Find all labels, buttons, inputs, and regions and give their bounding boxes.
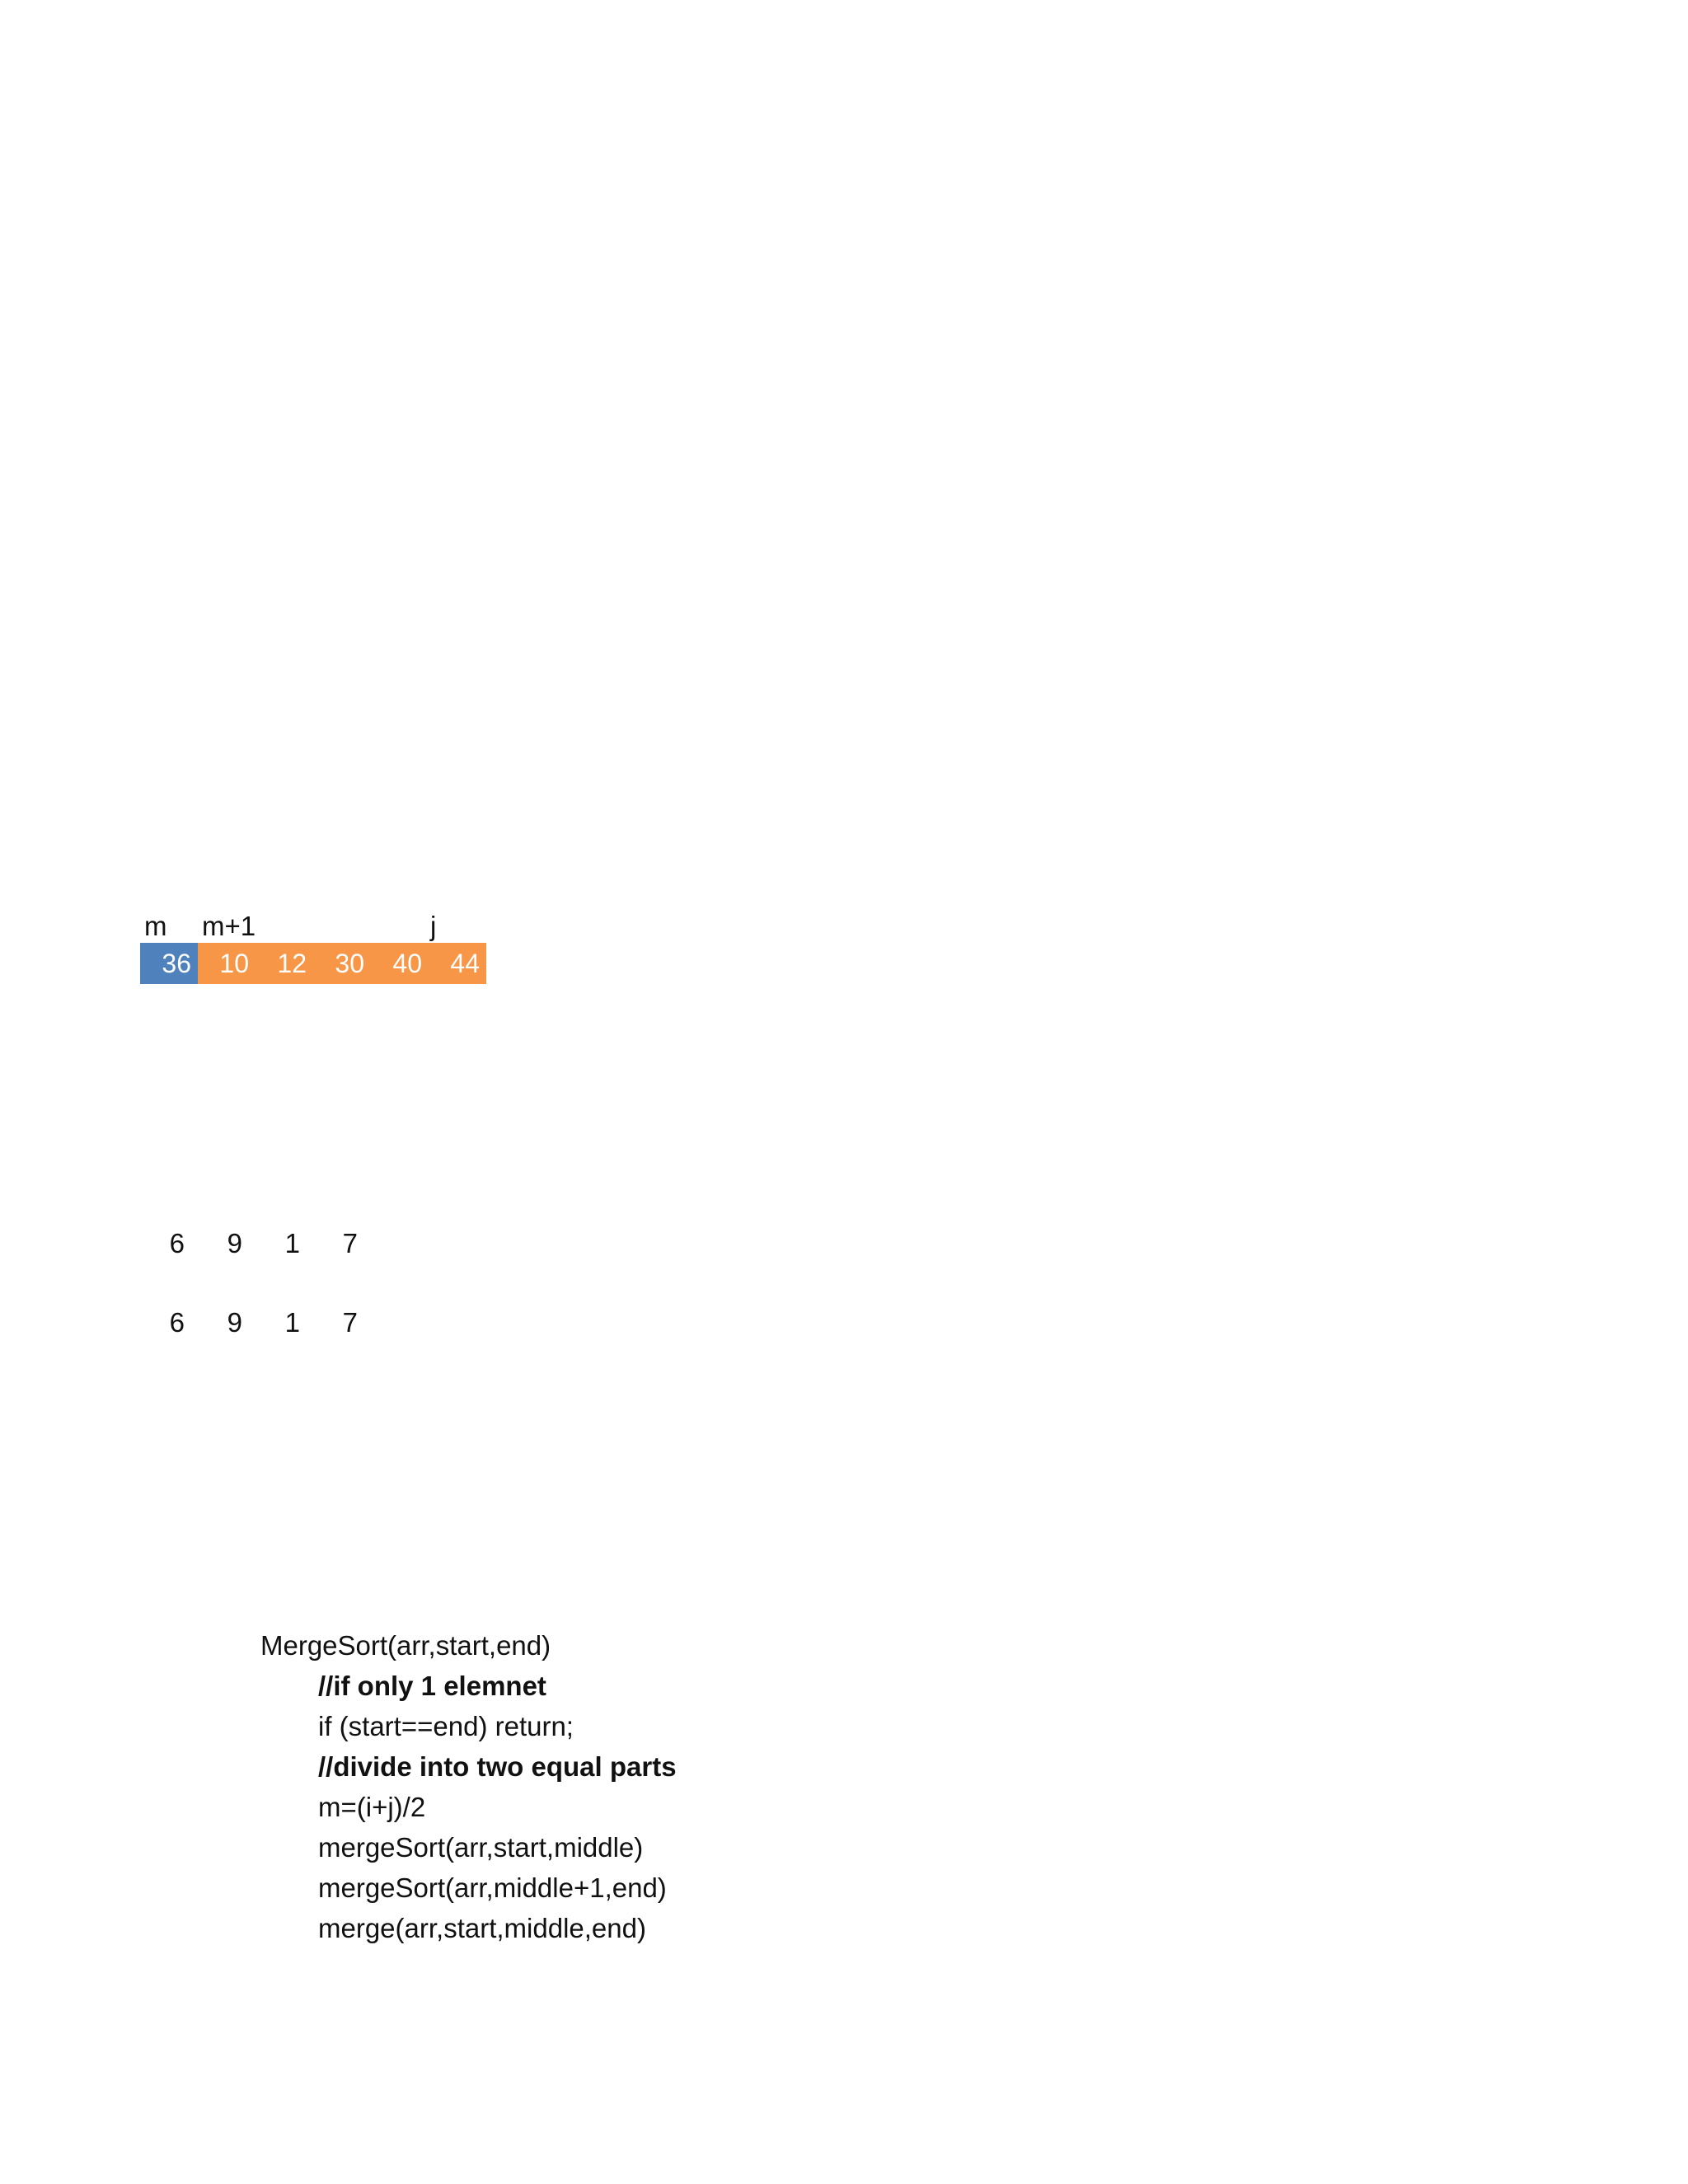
number-cell: 9 bbox=[227, 1228, 242, 1258]
merge-sort-pseudocode bbox=[260, 1625, 677, 1948]
code-line: if (start==end) return; bbox=[318, 1711, 574, 1741]
code-line: //if only 1 elemnet bbox=[318, 1671, 546, 1701]
array-cell: 30 bbox=[313, 943, 371, 984]
code-line: //divide into two equal parts bbox=[318, 1751, 677, 1782]
number-cell: 7 bbox=[342, 1307, 358, 1338]
number-row-2 bbox=[140, 1306, 371, 1339]
pointer-label-j: j bbox=[430, 911, 437, 941]
number-row-1 bbox=[140, 1227, 371, 1260]
number-cell: 9 bbox=[227, 1307, 242, 1338]
array-cell: 40 bbox=[371, 943, 429, 984]
pointer-label-m-plus-1: m+1 bbox=[202, 911, 256, 941]
array-row bbox=[140, 943, 486, 984]
array-cell: 44 bbox=[429, 943, 486, 984]
array-cell: 10 bbox=[198, 943, 256, 984]
number-cell: 6 bbox=[169, 1307, 185, 1338]
pointer-label-m: m bbox=[144, 911, 167, 941]
array-cell: 12 bbox=[256, 943, 313, 984]
code-line: merge(arr,start,middle,end) bbox=[318, 1913, 646, 1943]
code-line: mergeSort(arr,start,middle) bbox=[318, 1832, 644, 1863]
code-header: MergeSort(arr,start,end) bbox=[260, 1630, 551, 1661]
number-cell: 7 bbox=[342, 1228, 358, 1258]
array-cell: 36 bbox=[140, 943, 198, 984]
number-cell: 1 bbox=[284, 1307, 300, 1338]
code-line: m=(i+j)/2 bbox=[318, 1792, 426, 1822]
code-line: mergeSort(arr,middle+1,end) bbox=[318, 1872, 667, 1903]
number-cell: 6 bbox=[169, 1228, 185, 1258]
number-cell: 1 bbox=[284, 1228, 300, 1258]
